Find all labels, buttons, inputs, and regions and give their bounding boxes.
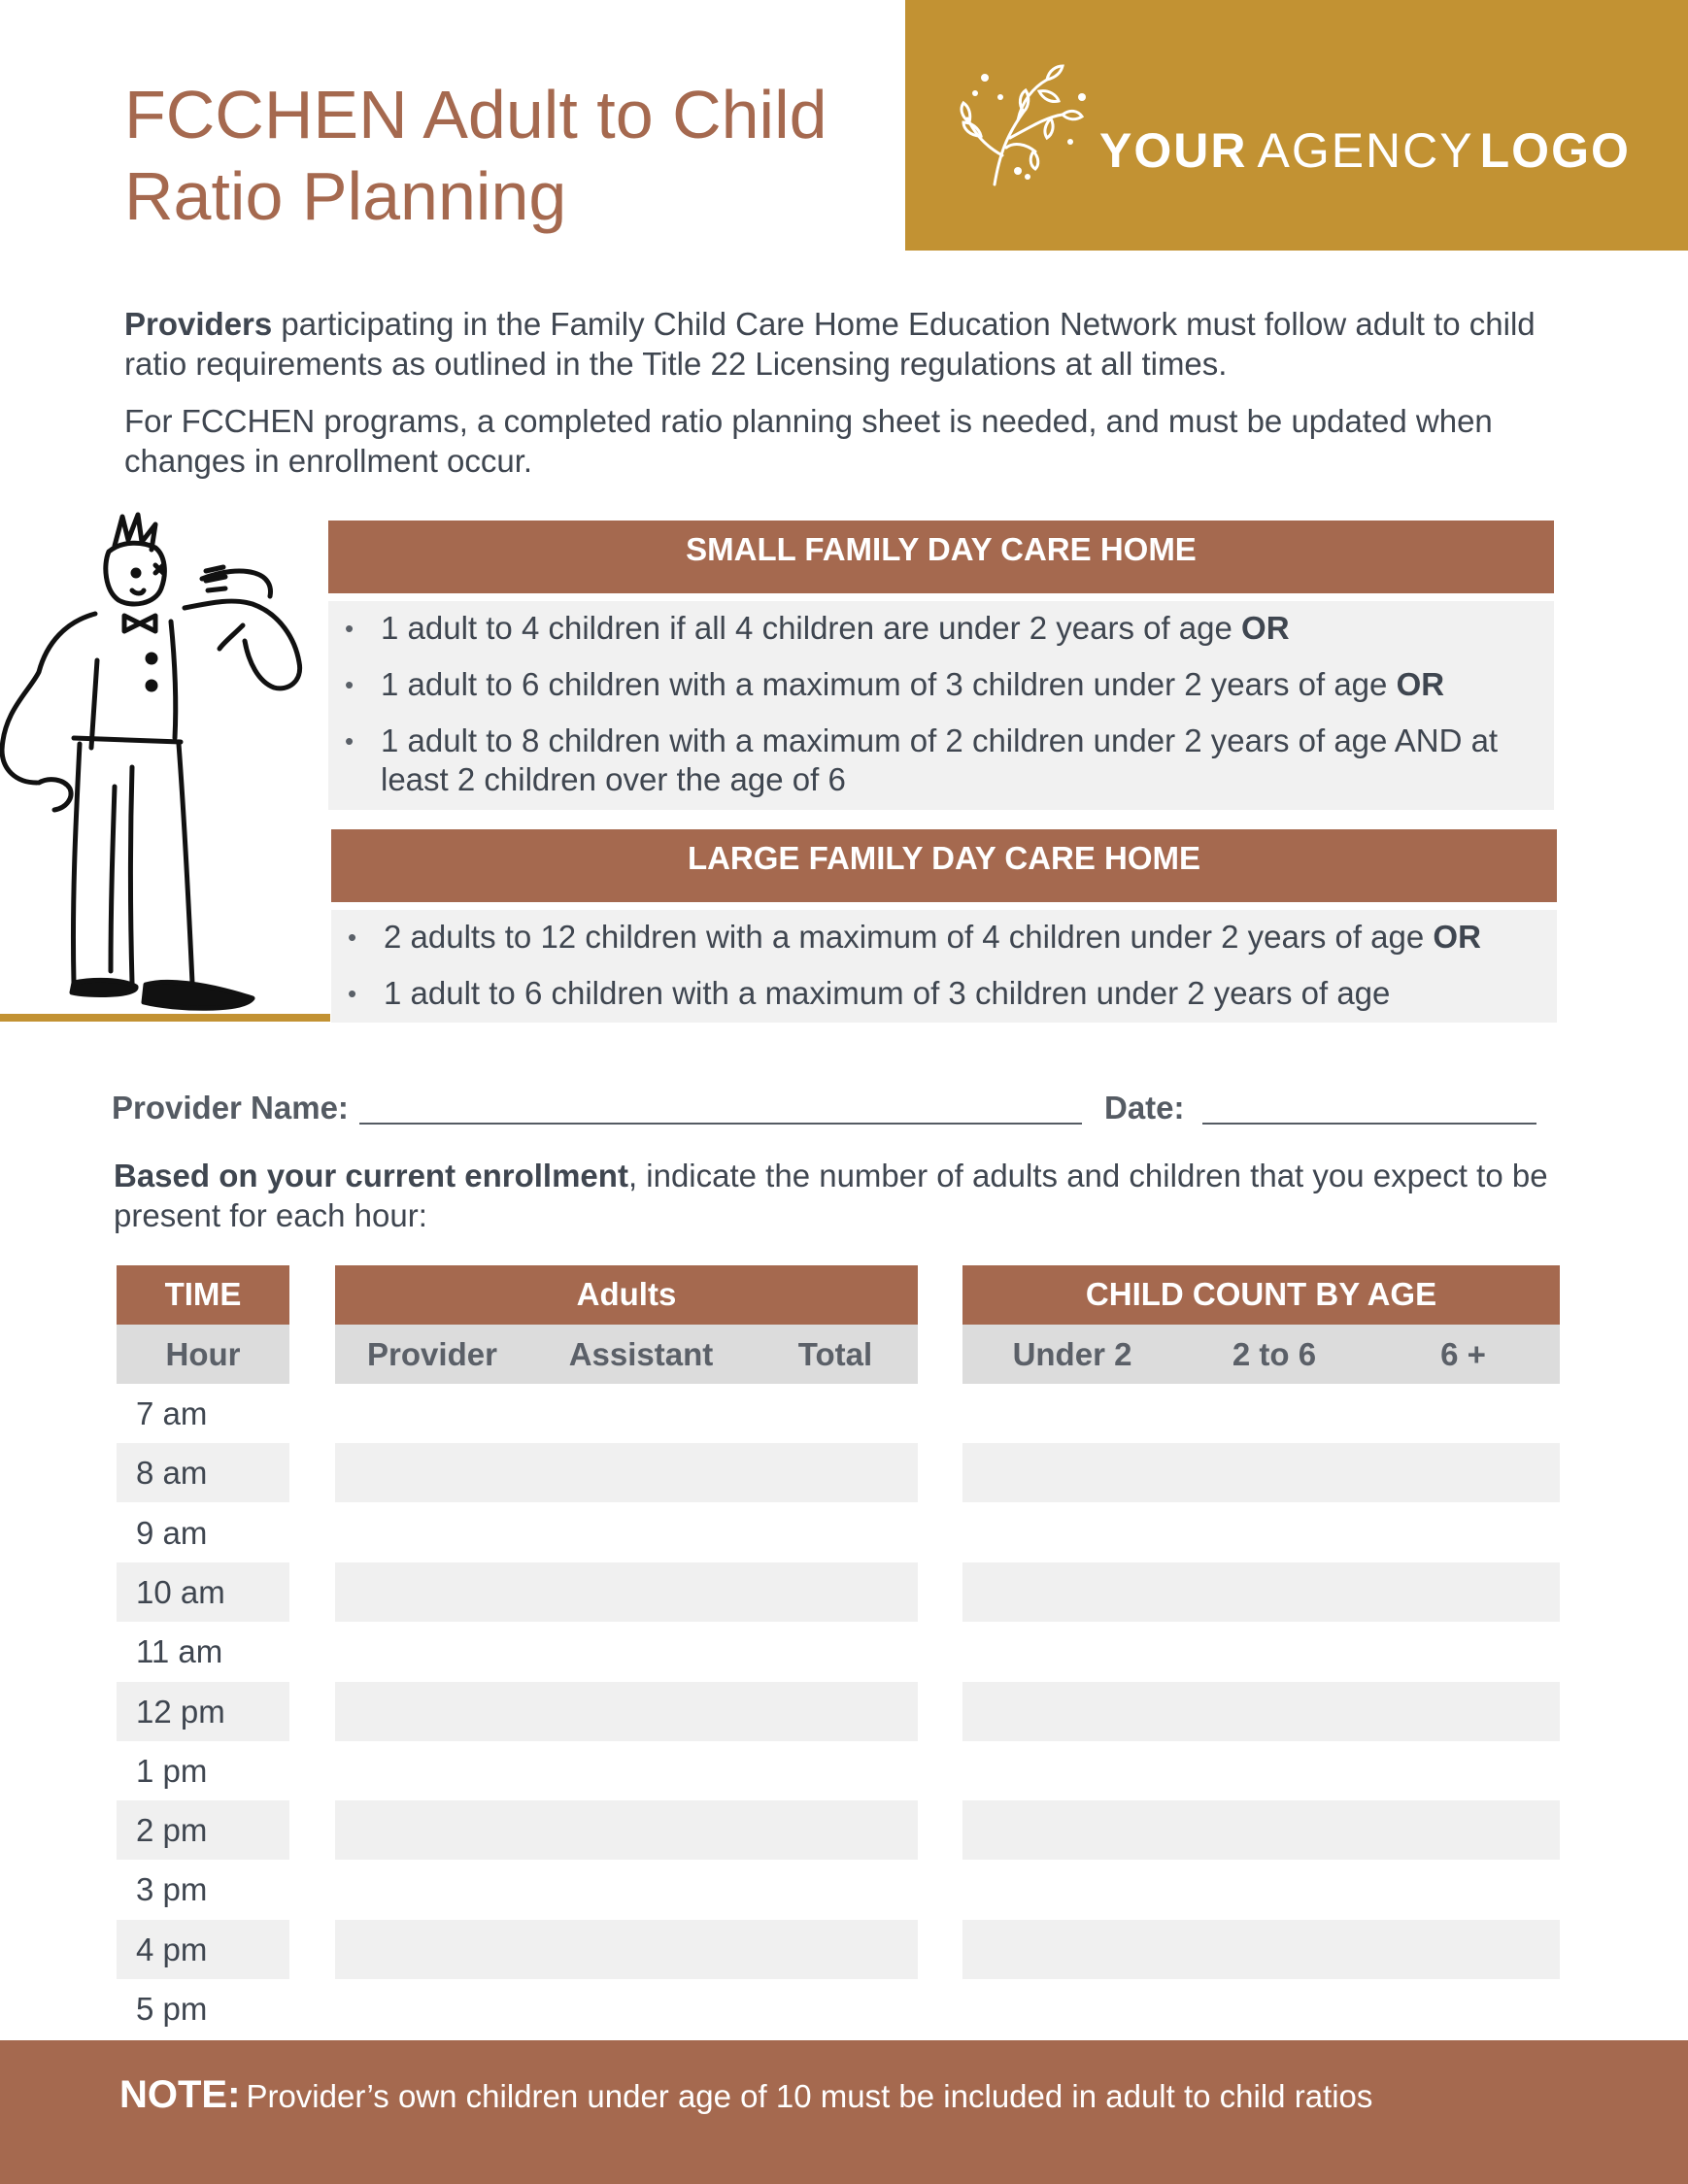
title-line-1: FCCHEN Adult to Child — [124, 77, 827, 152]
date-label: Date: — [1104, 1090, 1185, 1126]
child-count-entry-cells[interactable] — [962, 1562, 1560, 1622]
child-count-entry-cells[interactable] — [962, 1920, 1560, 1979]
intro-bold-lead: Providers — [124, 306, 273, 342]
logo-word-logo: LOGO — [1479, 123, 1631, 178]
adults-entry-cells[interactable] — [335, 1562, 918, 1622]
instructions-bold-lead: Based on your current enrollment — [114, 1158, 628, 1193]
child-count-column-header: CHILD COUNT BY AGE — [962, 1265, 1560, 1325]
adults-entry-cells[interactable] — [335, 1622, 918, 1681]
hour-cell: 4 pm — [117, 1920, 289, 1979]
list-item — [328, 665, 1554, 704]
hour-cell: 7 am — [136, 1395, 208, 1431]
intro-paragraph-1-text: participating in the Family Child Care Home Education Network must follow adult to child ratio requirements as outlined in the Title 22 Licensing regulations at all times. — [124, 306, 1536, 382]
intro-paragraph-2: For FCCHEN programs, a completed ratio planning sheet is needed, and must be updated when changes in enrollment occur. — [124, 403, 1493, 479]
rule-connector: OR — [1396, 666, 1445, 702]
adults-entry-cells[interactable] — [335, 1503, 918, 1562]
logo-wordmark — [1099, 122, 1631, 179]
list-item — [328, 609, 1554, 648]
adults-column-header: Adults — [335, 1265, 918, 1325]
rule-text: 2 adults to 12 children with a maximum of 4 children under 2 years of age — [384, 919, 1434, 955]
assistant-subheader: Assistant — [568, 1336, 714, 1372]
large-home-heading: LARGE FAMILY DAY CARE HOME — [331, 829, 1557, 902]
adults-entry-cells[interactable] — [335, 1682, 918, 1741]
list-item — [331, 974, 1557, 1013]
instructions-text: , indicate the number of adults and children that you expect to be present for each hour: — [114, 1158, 1548, 1233]
note-banner — [0, 2040, 1688, 2184]
list-item — [328, 722, 1554, 799]
hour-cell: 3 pm — [136, 1871, 208, 1907]
provider-subheader: Provider — [367, 1336, 497, 1372]
child-count-entry-cells[interactable] — [962, 1979, 1560, 2038]
table-instructions — [114, 1156, 1570, 1235]
adults-subheader — [335, 1325, 918, 1384]
list-item — [331, 918, 1557, 957]
small-home-rules — [328, 601, 1554, 810]
note-text: Provider’s own children under age of 10 must be included in adult to child ratios — [246, 2078, 1373, 2114]
rule-text: 1 adult to 6 children with a maximum of 3 children under 2 years of age — [384, 975, 1391, 1011]
child-count-entry-cells[interactable] — [962, 1443, 1560, 1502]
hour-cell: 12 pm — [117, 1682, 289, 1741]
time-column-header: TIME — [117, 1265, 289, 1325]
adults-entry-cells[interactable] — [335, 1860, 918, 1919]
hour-cell: 8 am — [117, 1443, 289, 1502]
hour-subheader — [117, 1325, 289, 1384]
under-2-subheader: Under 2 — [1012, 1336, 1132, 1372]
child-count-entry-cells[interactable] — [962, 1860, 1560, 1919]
age-2-to-6-subheader: 2 to 6 — [1232, 1336, 1317, 1372]
date-field[interactable] — [1202, 1123, 1536, 1125]
small-home-heading: SMALL FAMILY DAY CARE HOME — [328, 521, 1554, 593]
large-home-rules — [331, 910, 1557, 1023]
hour-cell: 10 am — [117, 1562, 289, 1622]
rule-text: 1 adult to 4 children if all 4 children are under 2 years of age — [381, 610, 1242, 646]
adults-entry-cells[interactable] — [335, 1384, 918, 1443]
note-label: NOTE: — [119, 2073, 241, 2116]
hour-cell: 2 pm — [117, 1800, 289, 1860]
intro-paragraph-1 — [124, 304, 1562, 384]
hour-cell: 11 am — [136, 1633, 223, 1669]
floral-sprig-icon — [946, 58, 1092, 188]
age-6-plus-subheader: 6 + — [1440, 1336, 1486, 1372]
total-subheader: Total — [797, 1336, 873, 1372]
rule-text: 1 adult to 6 children with a maximum of 3 children under 2 years of age — [381, 666, 1397, 702]
hour-cell: 5 pm — [136, 1991, 208, 2027]
logo-word-your: YOUR — [1099, 123, 1248, 178]
rule-connector: OR — [1433, 919, 1481, 955]
adults-entry-cells[interactable] — [335, 1920, 918, 1979]
adults-entry-cells[interactable] — [335, 1800, 918, 1860]
hour-cell: 1 pm — [136, 1753, 208, 1789]
adults-entry-cells[interactable] — [335, 1443, 918, 1502]
thinking-person-illustration — [0, 495, 350, 1029]
hour-cell: 9 am — [136, 1515, 208, 1551]
child-subheader — [962, 1325, 1560, 1384]
hour-subheader-label: Hour — [165, 1336, 241, 1372]
child-count-entry-cells[interactable] — [962, 1384, 1560, 1443]
logo-word-agency: AGENCY — [1257, 123, 1474, 178]
child-count-entry-cells[interactable] — [962, 1622, 1560, 1681]
child-count-entry-cells[interactable] — [962, 1741, 1560, 1800]
child-count-entry-cells[interactable] — [962, 1800, 1560, 1860]
rule-text: 1 adult to 8 children with a maximum of 2 children under 2 years of age AND at least 2 children over the age of 6 — [381, 722, 1499, 797]
child-count-entry-cells[interactable] — [962, 1503, 1560, 1562]
page-title — [124, 74, 901, 237]
provider-name-label: Provider Name: — [112, 1090, 349, 1126]
rule-connector: OR — [1241, 610, 1290, 646]
note-content — [119, 2073, 1372, 2117]
adults-entry-cells[interactable] — [335, 1979, 918, 2038]
floor-accent-line — [0, 1014, 330, 1022]
child-count-entry-cells[interactable] — [962, 1682, 1560, 1741]
provider-name-field[interactable] — [359, 1123, 1082, 1125]
adults-entry-cells[interactable] — [335, 1741, 918, 1800]
title-line-2: Ratio Planning — [124, 158, 567, 234]
agency-logo — [905, 0, 1688, 251]
